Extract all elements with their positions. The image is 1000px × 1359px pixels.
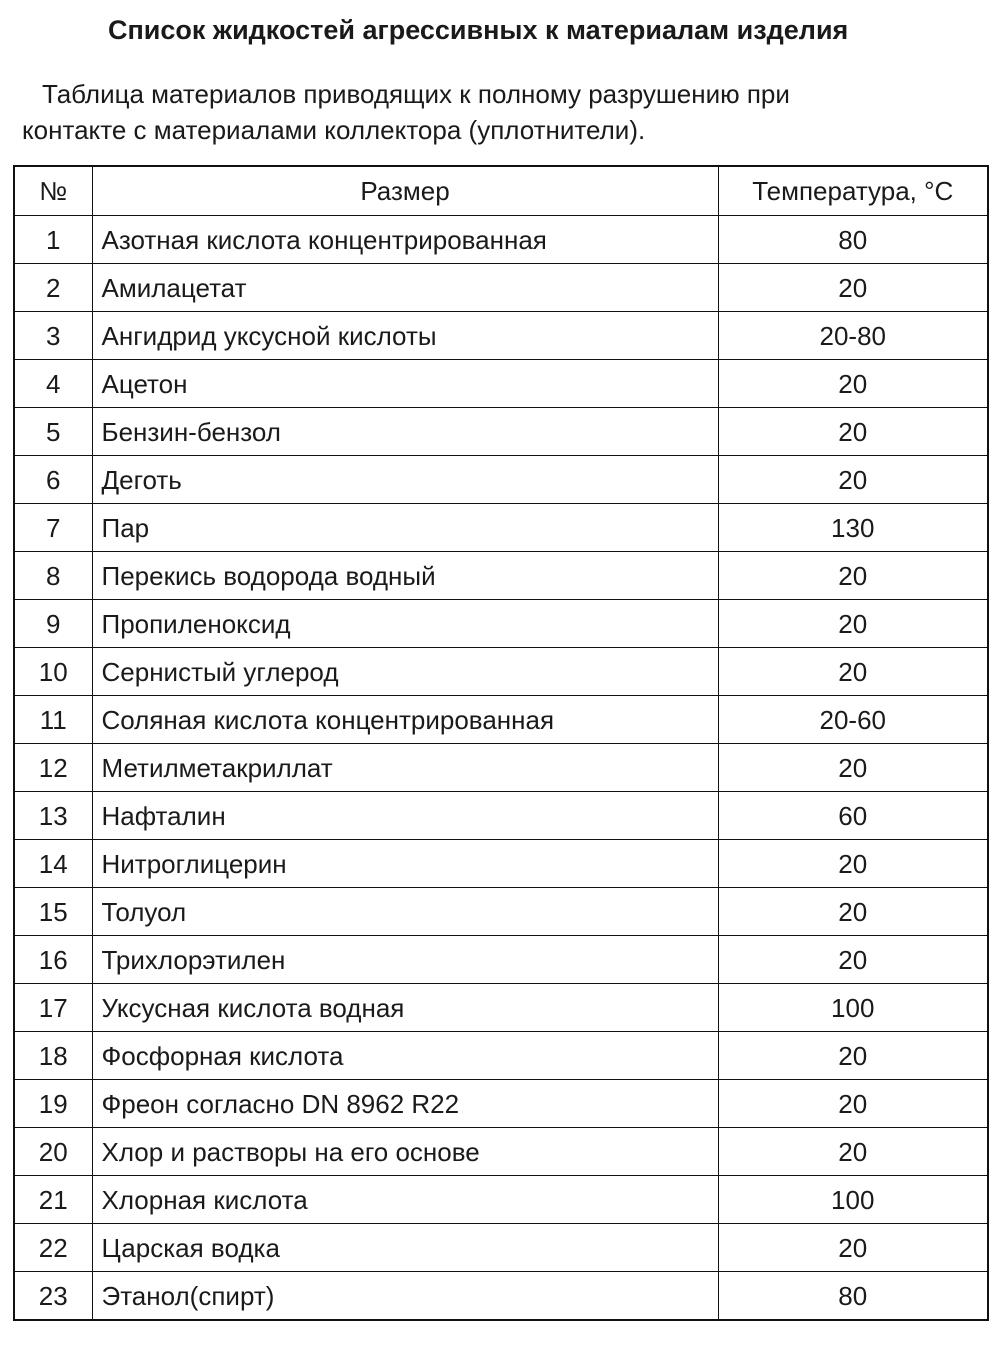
cell-temperature: 20 [718,840,988,888]
cell-number: 16 [14,936,92,984]
table-row [14,1128,988,1176]
cell-temperature: 100 [718,984,988,1032]
cell-liquid-name: Царская водка [92,1224,718,1272]
cell-liquid-name: Уксусная кислота водная [92,984,718,1032]
cell-liquid-name: Фреон согласно DN 8962 R22 [92,1080,718,1128]
table-row [14,696,988,744]
cell-number: 1 [14,216,92,264]
cell-number: 9 [14,600,92,648]
cell-temperature: 20 [718,360,988,408]
cell-liquid-name: Фосфорная кислота [92,1032,718,1080]
cell-temperature: 20 [718,408,988,456]
cell-number: 14 [14,840,92,888]
cell-number: 20 [14,1128,92,1176]
cell-liquid-name: Хлор и растворы на его основе [92,1128,718,1176]
cell-liquid-name: Толуол [92,888,718,936]
cell-temperature: 20 [718,1032,988,1080]
cell-temperature: 20 [718,1080,988,1128]
cell-temperature: 20 [718,600,988,648]
table-row [14,552,988,600]
cell-liquid-name: Этанол(спирт) [92,1272,718,1321]
cell-liquid-name: Пар [92,504,718,552]
cell-liquid-name: Нитроглицерин [92,840,718,888]
cell-liquid-name: Пропиленоксид [92,600,718,648]
cell-temperature: 20 [718,888,988,936]
cell-number: 19 [14,1080,92,1128]
aggressive-liquids-table [13,165,989,1321]
header-temperature: Температура, °С [718,166,988,216]
cell-temperature: 130 [718,504,988,552]
cell-number: 17 [14,984,92,1032]
cell-liquid-name: Перекись водорода водный [92,552,718,600]
page-title: Список жидкостей агрессивных к материалам изделия [108,15,849,45]
cell-number: 7 [14,504,92,552]
table-row [14,216,988,264]
cell-temperature: 20 [718,1128,988,1176]
cell-number: 6 [14,456,92,504]
cell-number: 10 [14,648,92,696]
table-row [14,1224,988,1272]
cell-number: 5 [14,408,92,456]
cell-temperature: 100 [718,1176,988,1224]
table-row [14,312,988,360]
cell-number: 15 [14,888,92,936]
cell-temperature: 80 [718,1272,988,1321]
cell-liquid-name: Азотная кислота концентрированная [92,216,718,264]
cell-number: 8 [14,552,92,600]
cell-temperature: 60 [718,792,988,840]
cell-liquid-name: Ацетон [92,360,718,408]
cell-number: 3 [14,312,92,360]
table-row [14,984,988,1032]
cell-temperature: 80 [718,216,988,264]
cell-liquid-name: Сернистый углерод [92,648,718,696]
cell-number: 21 [14,1176,92,1224]
cell-number: 4 [14,360,92,408]
cell-number: 12 [14,744,92,792]
subtitle-line-1: Таблица материалов приводящих к полному разрушению при [42,79,790,109]
cell-liquid-name: Деготь [92,456,718,504]
cell-liquid-name: Амилацетат [92,264,718,312]
cell-temperature: 20 [718,552,988,600]
table-row [14,648,988,696]
cell-temperature: 20-80 [718,312,988,360]
table-row [14,1032,988,1080]
cell-number: 11 [14,696,92,744]
table-row [14,360,988,408]
table-row [14,504,988,552]
header-name: Размер [92,166,718,216]
table-row [14,600,988,648]
cell-number: 13 [14,792,92,840]
cell-temperature: 20 [718,936,988,984]
cell-temperature: 20 [718,456,988,504]
table-row [14,936,988,984]
cell-liquid-name: Ангидрид уксусной кислоты [92,312,718,360]
table-row [14,840,988,888]
cell-liquid-name: Метилметакриллат [92,744,718,792]
cell-temperature: 20 [718,744,988,792]
header-number: № [14,166,92,216]
cell-liquid-name: Трихлорэтилен [92,936,718,984]
table-row [14,792,988,840]
cell-temperature: 20 [718,648,988,696]
table-header-row [14,166,988,216]
subtitle-line-2: контакте с материалами коллектора (уплотнители). [22,115,646,145]
table-row [14,888,988,936]
cell-number: 18 [14,1032,92,1080]
table-row [14,1080,988,1128]
cell-temperature: 20-60 [718,696,988,744]
cell-temperature: 20 [718,264,988,312]
cell-number: 2 [14,264,92,312]
table-row [14,1272,988,1321]
cell-liquid-name: Хлорная кислота [92,1176,718,1224]
table-row [14,408,988,456]
cell-number: 22 [14,1224,92,1272]
table-row [14,264,988,312]
table-row [14,456,988,504]
cell-liquid-name: Соляная кислота концентрированная [92,696,718,744]
table-row [14,1176,988,1224]
cell-liquid-name: Нафталин [92,792,718,840]
page-subtitle [22,76,922,148]
cell-number: 23 [14,1272,92,1321]
table-row [14,744,988,792]
cell-liquid-name: Бензин-бензол [92,408,718,456]
cell-temperature: 20 [718,1224,988,1272]
